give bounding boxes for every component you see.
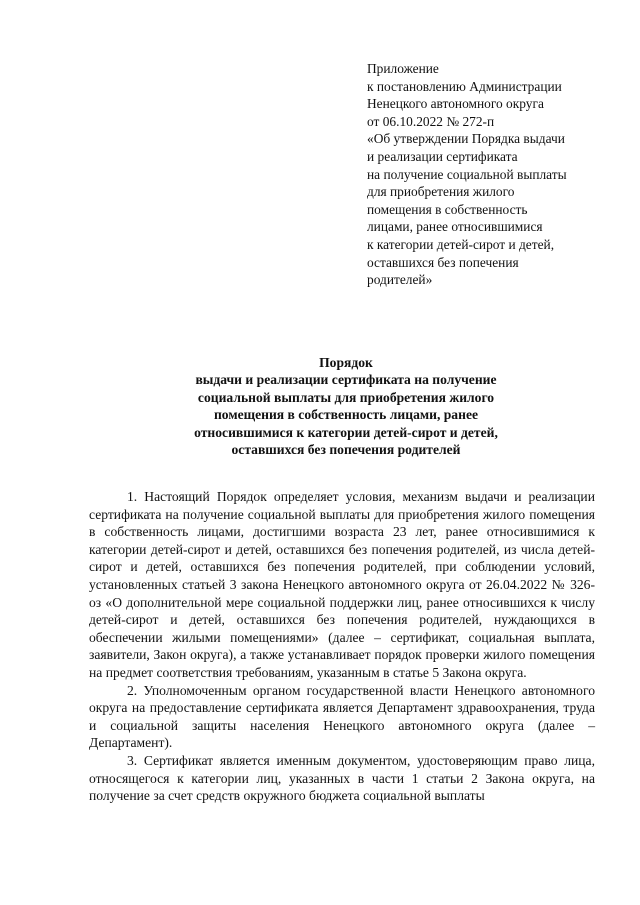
title-line: Порядок bbox=[319, 355, 373, 370]
title-line: относившимися к категории детей-сирот и детей, bbox=[194, 424, 498, 440]
title-line: помещения в собственность лицами, ранее bbox=[213, 407, 479, 423]
appendix-line: оставшихся без попечения bbox=[367, 254, 519, 270]
title-line: выдачи и реализации сертификата на получение bbox=[195, 372, 497, 388]
paragraph-3: 3. Сертификат является именным документом, удостоверяющим право лица, относящегося к категории лиц, указанных в части 1 статьи 2 Закона округа, на получение за счет средств окружного бюджета социальной выплаты bbox=[89, 752, 595, 804]
appendix-line: на получение социальной выплаты bbox=[367, 166, 567, 182]
title-line: оставшихся без попечения родителей bbox=[231, 442, 461, 458]
document-title bbox=[90, 354, 602, 458]
appendix-line: к категории детей-сирот и детей, bbox=[367, 236, 555, 252]
appendix-line: для приобретения жилого bbox=[367, 184, 515, 200]
appendix-line: Ненецкого автономного округа bbox=[367, 96, 544, 112]
appendix-line: к постановлению Администрации bbox=[367, 78, 562, 94]
appendix-line: «Об утверждении Порядка выдачи bbox=[367, 131, 565, 147]
appendix-line: помещения в собственность bbox=[367, 201, 528, 217]
title-line: социальной выплаты для приобретения жилого bbox=[197, 389, 495, 405]
paragraph-1: 1. Настоящий Порядок определяет условия, механизм выдачи и реализации сертификата на получение социальной выплаты для приобретения жилого помещения в собственность лицами, достигшими возраста 23 лет, ранее относившимися к категории детей-сирот и детей, оставшихся без попечения родителей, из числа детей-сирот и детей, оставшихся без попечения родителей, при соблюдении условий, установленных статьей 3 закона Ненецкого автономного округа от 26.04.2022 № 326-оз «О дополнительной мере социальной поддержки лиц, ранее относившихся к числу детей-сирот и детей, оставшихся без попечения родителей, нуждающихся в обеспечении жилыми помещениями» (далее – сертификат, социальная выплата, заявители, Закон округа), а также устанавливает порядок проверки жилого помещения на предмет соответствия требованиям, указанным в статье 5 Закона округа. bbox=[89, 489, 595, 680]
appendix-line: лицами, ранее относившимися bbox=[367, 219, 543, 235]
paragraph-2: 2. Уполномоченным органом государственной власти Ненецкого автономного округа на предоставление сертификата является Департамент здравоохранения, труда и социальной защиты населения Ненецкого автономного округа (далее – Департамент). bbox=[89, 682, 595, 751]
appendix-line: родителей» bbox=[367, 272, 433, 288]
appendix-header bbox=[367, 60, 629, 289]
appendix-line: и реализации сертификата bbox=[367, 148, 518, 164]
document-body bbox=[89, 488, 595, 805]
appendix-line: Приложение bbox=[367, 61, 439, 76]
appendix-line: от 06.10.2022 № 272-п bbox=[367, 113, 495, 129]
